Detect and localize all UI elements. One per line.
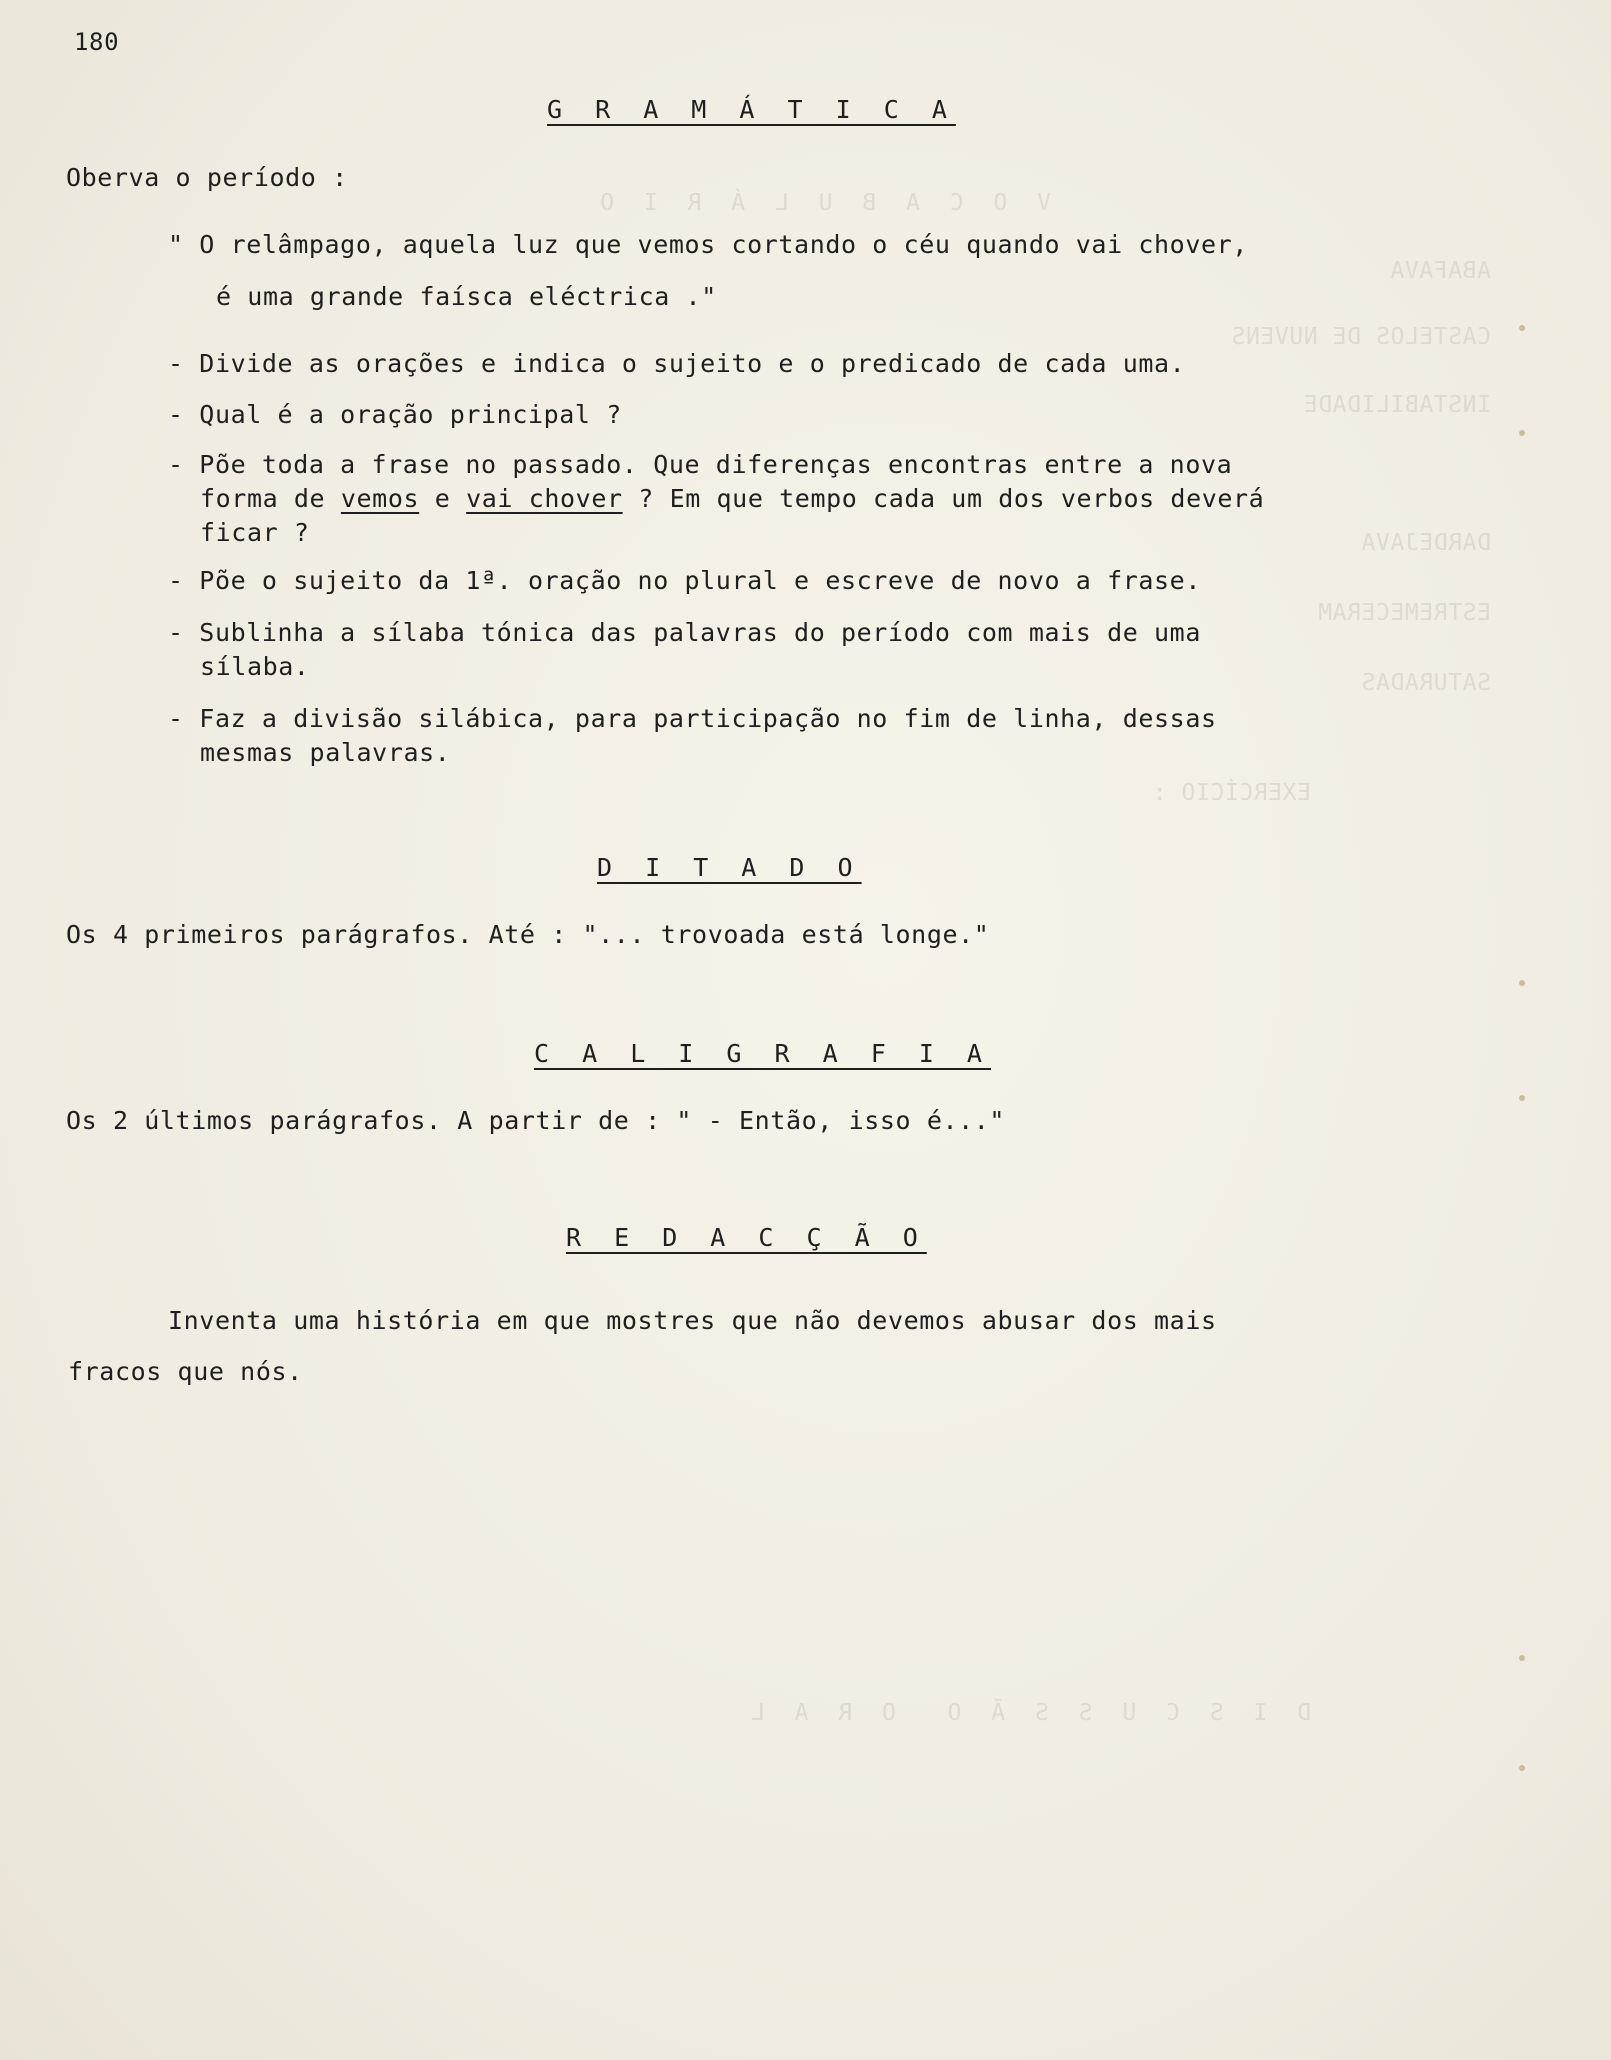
rust-speck	[1519, 1655, 1525, 1661]
quote-line-2: é uma grande faísca eléctrica ."	[216, 282, 717, 311]
exercise-item-1: - Divide as orações e indica o sujeito e o predicado de cada uma.	[168, 349, 1186, 378]
exercise-item-6-line-1: - Faz a divisão silábica, para participação no fim de linha, dessas	[168, 704, 1217, 733]
composition-line-1: Inventa uma história em que mostres que não devemos abusar dos mais	[168, 1306, 1217, 1335]
exercise-item-5-line-1: - Sublinha a sílaba tónica das palavras do período com mais de uma	[168, 618, 1201, 647]
grammar-intro: Oberva o período :	[66, 163, 348, 192]
exercise-item-3-line-3: ficar ?	[200, 518, 310, 547]
dictation-text: Os 4 primeiros parágrafos. Até : "... trovoada está longe."	[66, 920, 990, 949]
bleed-through-texture: V O C A B U L Á R I O ABAFAVA CASTELOS DE NUVENS INSTABILIDADE DARDEJAVA ESTREMECERAM SATURADAS EXERCÍCIO : D I S C U S S Ã O O R A L	[592, 190, 1491, 1726]
rust-speck	[1519, 980, 1525, 986]
text-segment: forma de	[200, 484, 341, 513]
page-number: 180	[74, 28, 120, 56]
exercise-item-5-line-2: sílaba.	[200, 652, 310, 681]
composition-line-2: fracos que nós.	[68, 1357, 303, 1386]
calligraphy-heading: C A L I G R A F I A	[534, 1039, 991, 1068]
exercise-item-3-line-2	[200, 484, 1264, 513]
rust-speck	[1519, 430, 1525, 436]
exercise-item-2: - Qual é a oração principal ?	[168, 400, 622, 429]
text-segment: ? Em que tempo cada um dos verbos deverá	[622, 484, 1265, 513]
calligraphy-text: Os 2 últimos parágrafos. A partir de : " - Então, isso é..."	[66, 1106, 1006, 1135]
underlined-phrase-vai-chover: vai chover	[466, 484, 623, 513]
quote-line-1: " O relâmpago, aquela luz que vemos cortando o céu quando vai chover,	[168, 230, 1248, 259]
rust-speck	[1519, 325, 1525, 331]
exercise-item-6-line-2: mesmas palavras.	[200, 738, 451, 767]
rust-speck	[1519, 1095, 1525, 1101]
underlined-word-vemos: vemos	[340, 484, 420, 513]
exercise-item-3-line-1: - Põe toda a frase no passado. Que diferenças encontras entre a nova	[168, 450, 1233, 479]
exercise-item-4: - Põe o sujeito da 1ª. oração no plural e escreve de novo a frase.	[168, 566, 1201, 595]
grammar-heading: G R A M Á T I C A	[547, 95, 956, 124]
rust-speck	[1519, 1765, 1525, 1771]
composition-heading: R E D A C Ç Ã O	[566, 1223, 927, 1252]
text-segment: e	[419, 484, 467, 513]
dictation-heading: D I T A D O	[597, 853, 862, 882]
